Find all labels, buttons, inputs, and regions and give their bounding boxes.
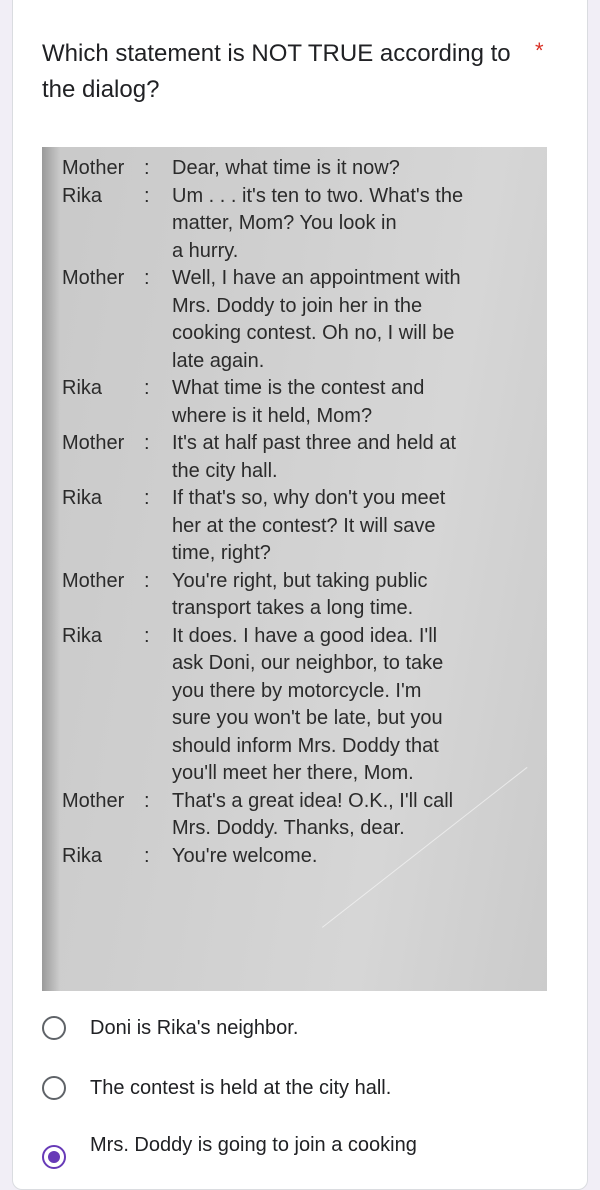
dialog-text-line: her at the contest? It will save xyxy=(172,514,436,537)
dialog-text-line: late again. xyxy=(172,349,265,372)
radio-button-selected[interactable] xyxy=(42,1145,66,1169)
dialog-text-line: cooking contest. Oh no, I will be xyxy=(172,322,455,344)
dialog-line-rika xyxy=(42,843,547,871)
dialog-text-line: a hurry. xyxy=(172,239,239,262)
dialog-line-rika xyxy=(42,375,547,430)
dialog-text-line: time, right? xyxy=(172,542,271,564)
option-doni-neighbor[interactable] xyxy=(42,1016,562,1056)
dialog-text-line: where is it held, Mom? xyxy=(172,404,373,427)
dialog-text-line: That's a great idea! O.K., I'll call xyxy=(172,789,454,812)
speaker-name: Rika xyxy=(62,184,103,207)
speaker-name: Mother xyxy=(62,432,125,454)
dialog-text-line: transport takes a long time. xyxy=(172,597,414,619)
question-title: Which statement is NOT TRUE according to the dialog? xyxy=(42,40,511,103)
option-label: The contest is held at the city hall. xyxy=(90,1077,392,1099)
dialog-line-mother xyxy=(42,155,547,183)
speaker-colon: : xyxy=(144,184,150,207)
speaker-colon: : xyxy=(144,157,150,179)
speaker-name: Mother xyxy=(62,267,125,289)
option-label: Mrs. Doddy is going to join a cooking xyxy=(90,1134,417,1156)
speaker-name: Mother xyxy=(62,157,125,179)
dialog-text-line: If that's so, why don't you meet xyxy=(172,487,446,509)
speaker-colon: : xyxy=(144,844,150,867)
option-mrs-doddy-cooking[interactable] xyxy=(42,1133,562,1173)
dialog-text-line: It does. I have a good idea. I'll xyxy=(172,624,438,647)
dialog-line-rika xyxy=(42,623,547,788)
speaker-name: Rika xyxy=(62,624,103,647)
dialog-text-line: sure you won't be late, but you xyxy=(172,707,443,729)
speaker-colon: : xyxy=(144,569,150,592)
speaker-colon: : xyxy=(144,267,150,289)
dialog-text-line: You're welcome. xyxy=(172,844,318,867)
dialog-line-mother xyxy=(42,568,547,623)
dialog-text-line: Um . . . it's ten to two. What's the xyxy=(172,184,464,207)
speaker-name: Mother xyxy=(62,569,125,592)
dialog-line-mother xyxy=(42,265,547,375)
speaker-name: Rika xyxy=(62,377,103,399)
radio-button[interactable] xyxy=(42,1076,66,1100)
dialog-text-line: ask Doni, our neighbor, to take xyxy=(172,652,444,674)
dialog-text-line: What time is the contest and xyxy=(172,377,425,399)
speaker-colon: : xyxy=(144,789,150,812)
option-contest-city-hall[interactable] xyxy=(42,1076,562,1116)
dialog-text-line: It's at half past three and held at xyxy=(172,432,457,454)
dialog-text-line: Mrs. Doddy to join her in the xyxy=(172,294,423,317)
dialog-image xyxy=(42,147,547,991)
dialog-text-line: Well, I have an appointment with xyxy=(172,267,461,289)
dialog-text-line: Mrs. Doddy. Thanks, dear. xyxy=(172,817,405,839)
radio-button[interactable] xyxy=(42,1016,66,1040)
dialog-line-rika xyxy=(42,183,547,266)
option-label: Doni is Rika's neighbor. xyxy=(90,1017,299,1039)
required-asterisk: * xyxy=(535,38,544,63)
dialog-line-mother xyxy=(42,788,547,843)
speaker-name: Rika xyxy=(62,487,103,509)
dialog-text-line: you there by motorcycle. I'm xyxy=(172,679,422,702)
speaker-colon: : xyxy=(144,624,150,647)
speaker-colon: : xyxy=(144,432,150,454)
dialog-text-line: the city hall. xyxy=(172,459,278,482)
dialog-text-line: Dear, what time is it now? xyxy=(172,157,400,179)
speaker-colon: : xyxy=(144,487,150,509)
speaker-name: Mother xyxy=(62,789,125,812)
speaker-name: Rika xyxy=(62,844,103,867)
dialog-text-line: should inform Mrs. Doddy that xyxy=(172,734,439,757)
dialog-text-line: you'll meet her there, Mom. xyxy=(172,762,414,784)
dialog-line-mother xyxy=(42,430,547,485)
dialog-line-rika xyxy=(42,485,547,568)
speaker-colon: : xyxy=(144,377,150,399)
dialog-text-line: matter, Mom? You look in xyxy=(172,212,397,234)
dialog-text-line: You're right, but taking public xyxy=(172,569,428,592)
